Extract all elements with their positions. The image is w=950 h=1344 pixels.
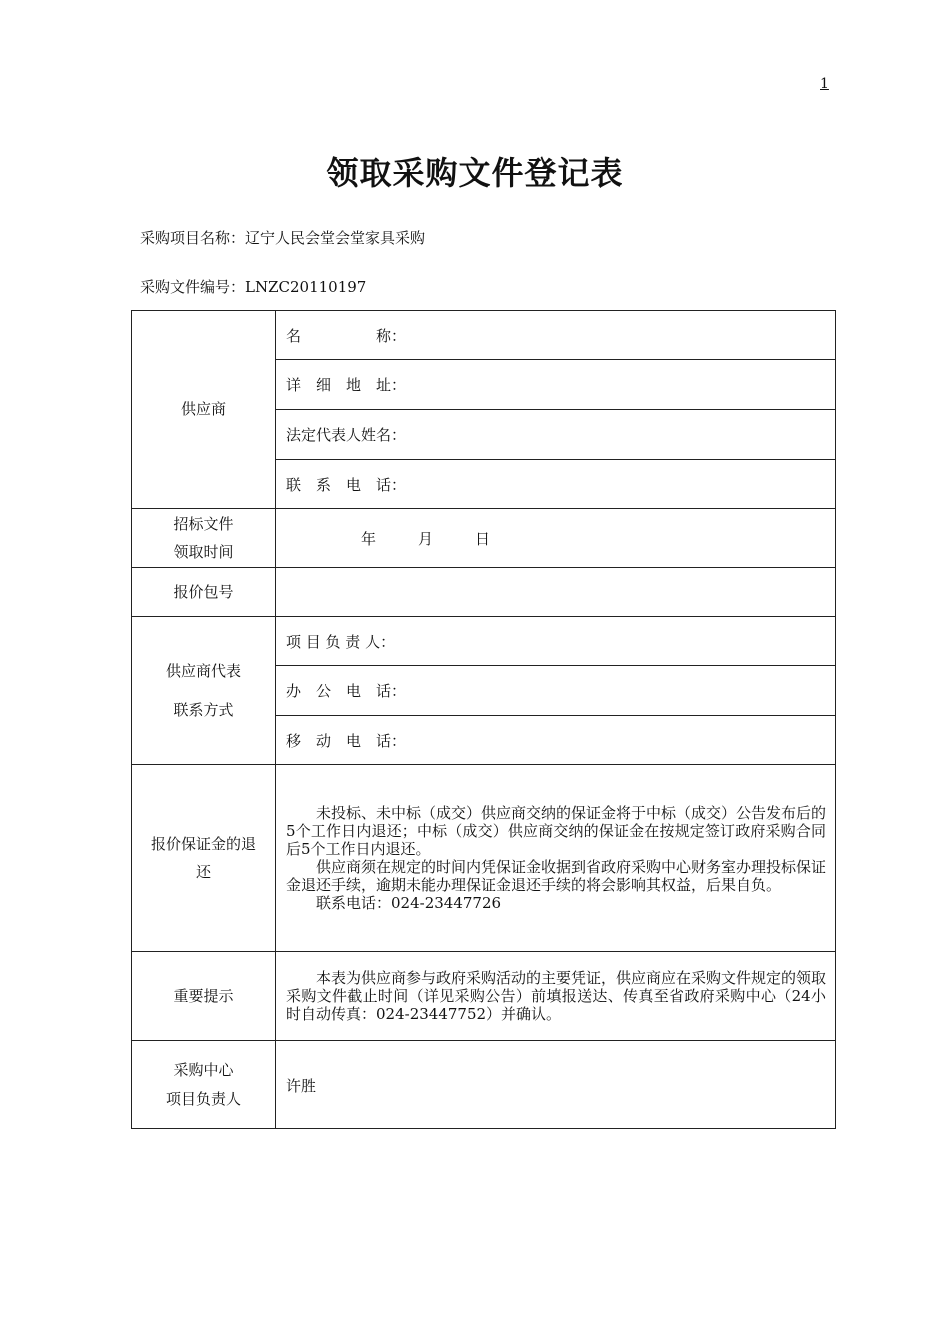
date-year: 年 xyxy=(361,529,377,548)
date-day: 日 xyxy=(475,529,491,548)
deposit-refund-contact: 联系电话：024-23447726 xyxy=(316,894,502,912)
supplier-label: 供应商 xyxy=(132,311,276,509)
package-label: 报价包号 xyxy=(132,568,276,617)
supplier-address-field[interactable]: 详 细 地 址： xyxy=(276,360,836,410)
deposit-refund-paragraph-2: 供应商须在规定的时间内凭保证金收据到省政府采购中心财务室办理投标保证金退还手续，逾期未能办理保证金退还手续的将会影响其权益，后果自负。 xyxy=(286,858,827,894)
supplier-name-row xyxy=(132,311,836,360)
project-name-line: 采购项目名称：辽宁人民会堂会堂家具采购 xyxy=(140,229,426,247)
center-manager-row xyxy=(132,1041,836,1129)
date-month: 月 xyxy=(418,529,434,548)
important-notice-row xyxy=(132,952,836,1041)
registration-table xyxy=(131,310,836,1129)
important-notice-text xyxy=(276,952,836,1041)
rep-manager-row xyxy=(132,617,836,666)
pickup-date-field[interactable] xyxy=(276,509,836,568)
deposit-refund-label xyxy=(132,765,276,952)
representative-label xyxy=(132,617,276,765)
pickup-time-label-line1: 招标文件 xyxy=(173,514,234,533)
deposit-refund-label-line1: 报价保证金的退 xyxy=(150,834,256,853)
page-number: 1 xyxy=(820,76,829,92)
file-number-line: 采购文件编号：LNZC20110197 xyxy=(140,278,367,296)
representative-label-line1: 供应商代表 xyxy=(165,662,241,680)
supplier-name-field[interactable]: 名 称： xyxy=(276,311,836,360)
center-manager-label xyxy=(132,1041,276,1129)
center-manager-label-line2: 项目负责人 xyxy=(165,1089,241,1108)
deposit-refund-text xyxy=(276,765,836,952)
pickup-time-label-line2: 领取时间 xyxy=(173,543,234,561)
center-manager-label-line1: 采购中心 xyxy=(173,1061,234,1079)
rep-manager-field[interactable]: 项 目 负 责 人： xyxy=(276,617,836,666)
important-notice-label: 重要提示 xyxy=(132,952,276,1041)
deposit-refund-row xyxy=(132,765,836,952)
supplier-phone-field[interactable]: 联 系 电 话： xyxy=(276,460,836,509)
pickup-time-row xyxy=(132,509,836,568)
deposit-refund-paragraph-1: 未投标、未中标（成交）供应商交纳的保证金将于中标（成交）公告发布后的5个工作日内退还；中标（成交）供应商交纳的保证金在按规定签订政府采购合同后5个工作日内退还。 xyxy=(286,804,827,858)
rep-office-phone-field[interactable]: 办 公 电 话： xyxy=(276,666,836,716)
rep-mobile-phone-field[interactable]: 移 动 电 话： xyxy=(276,716,836,765)
document-title: 领取采购文件登记表 xyxy=(326,154,624,192)
representative-label-line2: 联系方式 xyxy=(173,700,234,719)
supplier-legal-rep-field[interactable]: 法定代表人姓名： xyxy=(276,410,836,460)
pickup-time-label xyxy=(132,509,276,568)
package-row xyxy=(132,568,836,617)
deposit-refund-label-line2: 还 xyxy=(195,863,211,881)
important-notice-paragraph: 本表为供应商参与政府采购活动的主要凭证，供应商应在采购文件规定的领取采购文件截止时间（详见采购公告）前填报送达、传真至省政府采购中心（24小时自动传真：024-23447752）并确认。 xyxy=(286,969,827,1023)
center-manager-name: 许胜 xyxy=(276,1041,836,1129)
package-field[interactable] xyxy=(276,568,836,617)
